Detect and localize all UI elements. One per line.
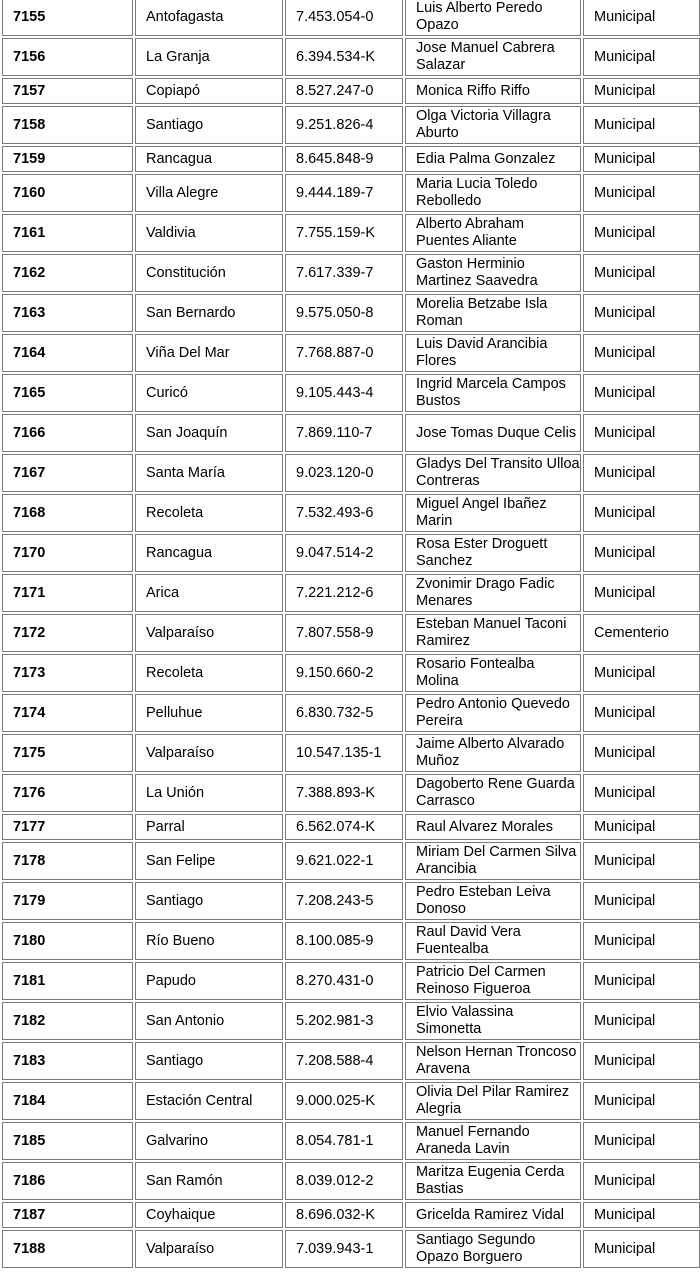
cell-name: Rosa Ester Droguett Sanchez — [405, 534, 581, 572]
cell-name: Monica Riffo Riffo — [405, 78, 581, 104]
table-row — [2, 694, 700, 732]
table-row — [2, 254, 700, 292]
cell-id: 7173 — [2, 654, 133, 692]
cell-name: Raul Alvarez Morales — [405, 814, 581, 840]
cell-city: Viña Del Mar — [135, 334, 283, 372]
table-row — [2, 334, 700, 372]
table-row — [2, 814, 700, 840]
cell-type: Municipal — [583, 414, 700, 452]
cell-name: Pedro Antonio Quevedo Pereira — [405, 694, 581, 732]
cell-rut: 7.617.339-7 — [285, 254, 403, 292]
cell-rut: 8.645.848-9 — [285, 146, 403, 172]
cell-name: Raul David Vera Fuentealba — [405, 922, 581, 960]
cell-id: 7156 — [2, 38, 133, 76]
cell-name: Esteban Manuel Taconi Ramirez — [405, 614, 581, 652]
cell-rut: 7.869.110-7 — [285, 414, 403, 452]
cell-id: 7170 — [2, 534, 133, 572]
cell-city: Valparaíso — [135, 734, 283, 772]
cell-city: Rancagua — [135, 534, 283, 572]
table-row — [2, 214, 700, 252]
cell-city: Villa Alegre — [135, 174, 283, 212]
cell-city: Estación Central — [135, 1082, 283, 1120]
cell-id: 7177 — [2, 814, 133, 840]
cell-id: 7162 — [2, 254, 133, 292]
cell-type: Municipal — [583, 334, 700, 372]
cell-name: Maria Lucia Toledo Rebolledo — [405, 174, 581, 212]
cell-type: Municipal — [583, 1042, 700, 1080]
cell-id: 7175 — [2, 734, 133, 772]
cell-id: 7183 — [2, 1042, 133, 1080]
cell-id: 7172 — [2, 614, 133, 652]
cell-city: San Ramón — [135, 1162, 283, 1200]
cell-rut: 7.532.493-6 — [285, 494, 403, 532]
cell-rut: 7.208.243-5 — [285, 882, 403, 920]
cell-rut: 7.208.588-4 — [285, 1042, 403, 1080]
cell-rut: 9.047.514-2 — [285, 534, 403, 572]
cell-type: Municipal — [583, 106, 700, 144]
cell-city: San Antonio — [135, 1002, 283, 1040]
cell-rut: 8.039.012-2 — [285, 1162, 403, 1200]
cell-rut: 7.221.212-6 — [285, 574, 403, 612]
cell-type: Municipal — [583, 1082, 700, 1120]
cell-id: 7165 — [2, 374, 133, 412]
cell-type: Municipal — [583, 294, 700, 332]
cell-id: 7157 — [2, 78, 133, 104]
cell-city: Parral — [135, 814, 283, 840]
cell-name: Miriam Del Carmen Silva Arancibia — [405, 842, 581, 880]
cell-name: Miguel Angel Ibañez Marin — [405, 494, 581, 532]
cell-name: Gricelda Ramirez Vidal — [405, 1202, 581, 1228]
cell-rut: 7.768.887-0 — [285, 334, 403, 372]
cell-type: Municipal — [583, 694, 700, 732]
cell-id: 7187 — [2, 1202, 133, 1228]
cell-city: Santiago — [135, 882, 283, 920]
cell-type: Municipal — [583, 38, 700, 76]
cell-type: Municipal — [583, 842, 700, 880]
table-row — [2, 1082, 700, 1120]
cell-type: Municipal — [583, 1202, 700, 1228]
cell-rut: 8.054.781-1 — [285, 1122, 403, 1160]
cell-rut: 6.830.732-5 — [285, 694, 403, 732]
cell-name: Morelia Betzabe Isla Roman — [405, 294, 581, 332]
cell-type: Municipal — [583, 494, 700, 532]
cell-name: Edia Palma Gonzalez — [405, 146, 581, 172]
cell-id: 7182 — [2, 1002, 133, 1040]
cell-name: Manuel Fernando Araneda Lavin — [405, 1122, 581, 1160]
table-row — [2, 774, 700, 812]
cell-type: Municipal — [583, 454, 700, 492]
cell-rut: 5.202.981-3 — [285, 1002, 403, 1040]
cell-id: 7155 — [2, 0, 133, 36]
cell-type: Municipal — [583, 78, 700, 104]
cell-city: Recoleta — [135, 494, 283, 532]
cell-city: Valparaíso — [135, 614, 283, 652]
cell-rut: 9.621.022-1 — [285, 842, 403, 880]
cell-rut: 7.453.054-0 — [285, 0, 403, 36]
cell-type: Municipal — [583, 814, 700, 840]
table-row — [2, 962, 700, 1000]
cell-rut: 7.755.159-K — [285, 214, 403, 252]
cell-id: 7186 — [2, 1162, 133, 1200]
cell-type: Municipal — [583, 734, 700, 772]
cell-id: 7158 — [2, 106, 133, 144]
cell-rut: 6.394.534-K — [285, 38, 403, 76]
cell-type: Municipal — [583, 146, 700, 172]
cell-city: Coyhaique — [135, 1202, 283, 1228]
cell-city: San Bernardo — [135, 294, 283, 332]
cell-type: Municipal — [583, 774, 700, 812]
table-row — [2, 574, 700, 612]
cell-name: Olga Victoria Villagra Aburto — [405, 106, 581, 144]
table-row — [2, 882, 700, 920]
cell-city: Valdivia — [135, 214, 283, 252]
cell-id: 7164 — [2, 334, 133, 372]
cell-rut: 8.100.085-9 — [285, 922, 403, 960]
cell-rut: 9.023.120-0 — [285, 454, 403, 492]
table-row — [2, 374, 700, 412]
table-row — [2, 294, 700, 332]
cell-type: Municipal — [583, 574, 700, 612]
cell-rut: 9.444.189-7 — [285, 174, 403, 212]
table-row — [2, 842, 700, 880]
cell-id: 7163 — [2, 294, 133, 332]
cell-city: Curicó — [135, 374, 283, 412]
cell-id: 7174 — [2, 694, 133, 732]
cell-rut: 9.251.826-4 — [285, 106, 403, 144]
cell-name: Gaston Herminio Martinez Saavedra — [405, 254, 581, 292]
table-row — [2, 534, 700, 572]
cell-type: Municipal — [583, 174, 700, 212]
cell-city: Galvarino — [135, 1122, 283, 1160]
cell-rut: 7.388.893-K — [285, 774, 403, 812]
table-row — [2, 494, 700, 532]
table-row — [2, 106, 700, 144]
cell-name: Elvio Valassina Simonetta — [405, 1002, 581, 1040]
cell-id: 7171 — [2, 574, 133, 612]
cell-name: Rosario Fontealba Molina — [405, 654, 581, 692]
cell-rut: 9.105.443-4 — [285, 374, 403, 412]
cell-name: Pedro Esteban Leiva Donoso — [405, 882, 581, 920]
cell-name: Dagoberto Rene Guarda Carrasco — [405, 774, 581, 812]
table-row — [2, 1202, 700, 1228]
table-row — [2, 1042, 700, 1080]
cell-id: 7159 — [2, 146, 133, 172]
cell-name: Jose Manuel Cabrera Salazar — [405, 38, 581, 76]
cell-city: Santa María — [135, 454, 283, 492]
cell-rut: 7.039.943-1 — [285, 1230, 403, 1268]
cell-id: 7160 — [2, 174, 133, 212]
cell-id: 7179 — [2, 882, 133, 920]
cell-name: Alberto Abraham Puentes Aliante — [405, 214, 581, 252]
table-row — [2, 454, 700, 492]
cell-name: Olivia Del Pilar Ramirez Alegria — [405, 1082, 581, 1120]
table-row — [2, 0, 700, 36]
cell-type: Municipal — [583, 1002, 700, 1040]
cell-city: La Granja — [135, 38, 283, 76]
cell-type: Municipal — [583, 1162, 700, 1200]
cell-city: Pelluhue — [135, 694, 283, 732]
cell-rut: 8.527.247-0 — [285, 78, 403, 104]
cell-id: 7178 — [2, 842, 133, 880]
table-row — [2, 922, 700, 960]
cell-name: Nelson Hernan Troncoso Aravena — [405, 1042, 581, 1080]
cell-city: Santiago — [135, 1042, 283, 1080]
cell-city: Recoleta — [135, 654, 283, 692]
cell-city: Constitución — [135, 254, 283, 292]
cell-city: San Joaquín — [135, 414, 283, 452]
cell-name: Patricio Del Carmen Reinoso Figueroa — [405, 962, 581, 1000]
cell-name: Santiago Segundo Opazo Borguero — [405, 1230, 581, 1268]
cell-name: Jose Tomas Duque Celis — [405, 414, 581, 452]
cell-type: Municipal — [583, 0, 700, 36]
cell-id: 7176 — [2, 774, 133, 812]
cell-id: 7167 — [2, 454, 133, 492]
table-row — [2, 1122, 700, 1160]
cell-type: Municipal — [583, 374, 700, 412]
cell-type: Municipal — [583, 214, 700, 252]
cell-city: Valparaíso — [135, 1230, 283, 1268]
cell-rut: 10.547.135-1 — [285, 734, 403, 772]
cell-type: Municipal — [583, 1230, 700, 1268]
cell-name: Luis Alberto Peredo Opazo — [405, 0, 581, 36]
table-row — [2, 1230, 700, 1268]
cell-type: Municipal — [583, 534, 700, 572]
cell-name: Gladys Del Transito Ulloa Contreras — [405, 454, 581, 492]
cell-city: Río Bueno — [135, 922, 283, 960]
cell-city: San Felipe — [135, 842, 283, 880]
cell-rut: 8.696.032-K — [285, 1202, 403, 1228]
cell-id: 7180 — [2, 922, 133, 960]
cell-city: Arica — [135, 574, 283, 612]
cell-type: Municipal — [583, 1122, 700, 1160]
cell-id: 7188 — [2, 1230, 133, 1268]
cell-type: Municipal — [583, 654, 700, 692]
cell-rut: 6.562.074-K — [285, 814, 403, 840]
cell-rut: 9.000.025-K — [285, 1082, 403, 1120]
table-row — [2, 734, 700, 772]
cell-type: Municipal — [583, 922, 700, 960]
table-row — [2, 78, 700, 104]
table-row — [2, 174, 700, 212]
cell-id: 7168 — [2, 494, 133, 532]
cell-name: Maritza Eugenia Cerda Bastias — [405, 1162, 581, 1200]
cell-rut: 7.807.558-9 — [285, 614, 403, 652]
cell-type: Municipal — [583, 254, 700, 292]
cell-city: Santiago — [135, 106, 283, 144]
cell-type: Municipal — [583, 882, 700, 920]
cell-city: Rancagua — [135, 146, 283, 172]
cell-id: 7166 — [2, 414, 133, 452]
cell-city: Antofagasta — [135, 0, 283, 36]
table-row — [2, 414, 700, 452]
cell-rut: 9.575.050-8 — [285, 294, 403, 332]
table-row — [2, 614, 700, 652]
cell-id: 7181 — [2, 962, 133, 1000]
cell-id: 7185 — [2, 1122, 133, 1160]
cell-rut: 9.150.660-2 — [285, 654, 403, 692]
cell-type: Cementerio — [583, 614, 700, 652]
cell-name: Luis David Arancibia Flores — [405, 334, 581, 372]
table-row — [2, 146, 700, 172]
table-row — [2, 38, 700, 76]
cell-name: Ingrid Marcela Campos Bustos — [405, 374, 581, 412]
table-row — [2, 1162, 700, 1200]
table-row — [2, 1002, 700, 1040]
cell-rut: 8.270.431-0 — [285, 962, 403, 1000]
cell-id: 7184 — [2, 1082, 133, 1120]
cell-name: Jaime Alberto Alvarado Muñoz — [405, 734, 581, 772]
cell-city: La Unión — [135, 774, 283, 812]
cell-id: 7161 — [2, 214, 133, 252]
cell-type: Municipal — [583, 962, 700, 1000]
table-row — [2, 654, 700, 692]
cell-city: Papudo — [135, 962, 283, 1000]
cell-name: Zvonimir Drago Fadic Menares — [405, 574, 581, 612]
cell-city: Copiapó — [135, 78, 283, 104]
